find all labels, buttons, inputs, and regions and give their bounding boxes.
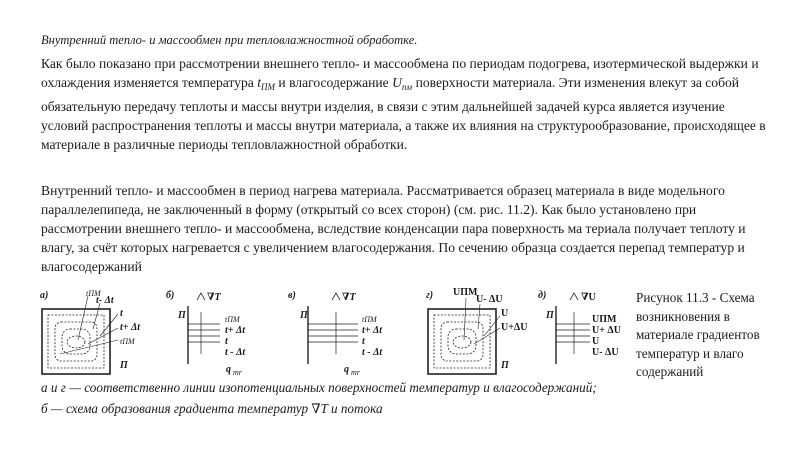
panel-g-u-minus: U- ΔU <box>476 294 503 305</box>
panel-v-t-pm: tПМ <box>362 315 377 324</box>
paragraph-1-text-a: Как было показано при рассмотрении внешнего тепло- и массообмена по периодам подогрева, изотермической выдержки и охлаждения изменяется температура <box>41 56 759 90</box>
panel-v-flow-lines <box>308 293 358 364</box>
figure-11-3 <box>38 284 621 379</box>
panel-d-u-pm: UПМ <box>592 314 617 325</box>
panel-v-t-minus: t - Δt <box>362 347 383 358</box>
panel-g-u-plus: U+ΔU <box>501 322 528 333</box>
panel-v-q: q <box>344 364 349 375</box>
figure-caption-bottom: а и г — соответственно линии изопотенциальных поверхностей температур и влагосодержаний; б — схема образования градиента температур ∇T и потока <box>41 380 597 416</box>
panel-label-b: б) <box>166 290 175 301</box>
panel-a-t-pm: tПМ <box>86 289 101 298</box>
panel-d-grad-u: ∇U <box>581 292 596 303</box>
panel-v-t-plus: t+ Δt <box>362 325 383 336</box>
panel-b-t: t <box>225 336 228 347</box>
panel-a-t-minus: t- Δt <box>96 295 114 306</box>
paragraph-1-text-c: поверхности материала. Эти изменения влекут за собой обязательную передачу теплоты и массы внутри изделия, в связи с этим дальнейшей задачей курса является изучение условий распространения теплоты и массы внутри материала, а также их влияния на структурообразование, происходящее в материале в различные периоды тепловлажностной обработки. <box>41 75 766 152</box>
panel-b-q-sub: mr <box>233 368 242 377</box>
panel-a-isolines <box>42 296 118 374</box>
figure-caption-right: Рисунок 11.3 - Схема возникновения в материале градиентов температур и влаго содержаний <box>636 290 760 380</box>
panel-label-a: а) <box>40 290 49 301</box>
panel-v-t: t <box>362 336 365 347</box>
panel-label-v: в) <box>288 290 296 301</box>
section-heading: Внутренний тепло- и массообмен при тепловлажностной обработке. <box>41 33 418 47</box>
panel-v-q-sub: mr <box>351 368 360 377</box>
panel-b-pi: П <box>178 310 186 321</box>
var-u: U <box>392 75 402 90</box>
panel-d-flow-lines <box>556 293 590 364</box>
var-u-subscript: пм <box>401 82 413 92</box>
panel-a-pi: П <box>120 360 128 371</box>
panel-g-isolines <box>428 298 500 374</box>
panel-v-pi: П <box>300 310 308 321</box>
panel-d-u-plus: U+ ΔU <box>592 325 621 336</box>
panel-b-t-minus: t - Δt <box>225 347 246 358</box>
var-t-subscript: ПМ <box>261 82 275 92</box>
panel-g-u: U <box>501 308 509 319</box>
panel-label-d: д) <box>538 290 547 301</box>
paragraph-1-text-b: и влагосодержание <box>275 75 393 90</box>
panel-b-grad-t: ∇T <box>207 292 221 303</box>
panel-b-t-pm: tПМ <box>225 315 240 324</box>
paragraph-1 <box>41 54 766 154</box>
panel-a-t: t <box>120 308 123 319</box>
panel-b-t-plus: t+ Δt <box>225 325 246 336</box>
panel-b-q: q <box>226 364 231 375</box>
var-t: t <box>257 75 261 90</box>
panel-a-t-pm-bottom: tПМ <box>120 337 135 346</box>
panel-d-u: U <box>592 336 600 347</box>
panel-g-pi: П <box>501 360 509 371</box>
panel-g-u-pm: UПМ <box>453 287 478 298</box>
panel-v-grad-t: ∇T <box>342 292 356 303</box>
panel-label-g: г) <box>426 290 434 301</box>
panel-a-t-plus: t+ Δt <box>120 322 141 333</box>
paragraph-2: Внутренний тепло- и массообмен в период нагрева материала. Рассматривается образец материала в виде модельного параллелепипеда, не заключенный в форму (открытый со всех сторон) (см. рис. 11.2). Как было установлено при рассмотрении внешнего тепло- и массообмена, вследствие конденсации пара поверхность ма териала получает теплоту и влагу, за счёт которых нагревается с увеличением влагосодержания. По сечению образца создается перепад температур и влагосодержаний <box>41 183 746 274</box>
panel-d-pi: П <box>546 310 554 321</box>
panel-d-u-minus: U- ΔU <box>592 347 619 358</box>
panel-b-flow-lines <box>188 293 220 364</box>
